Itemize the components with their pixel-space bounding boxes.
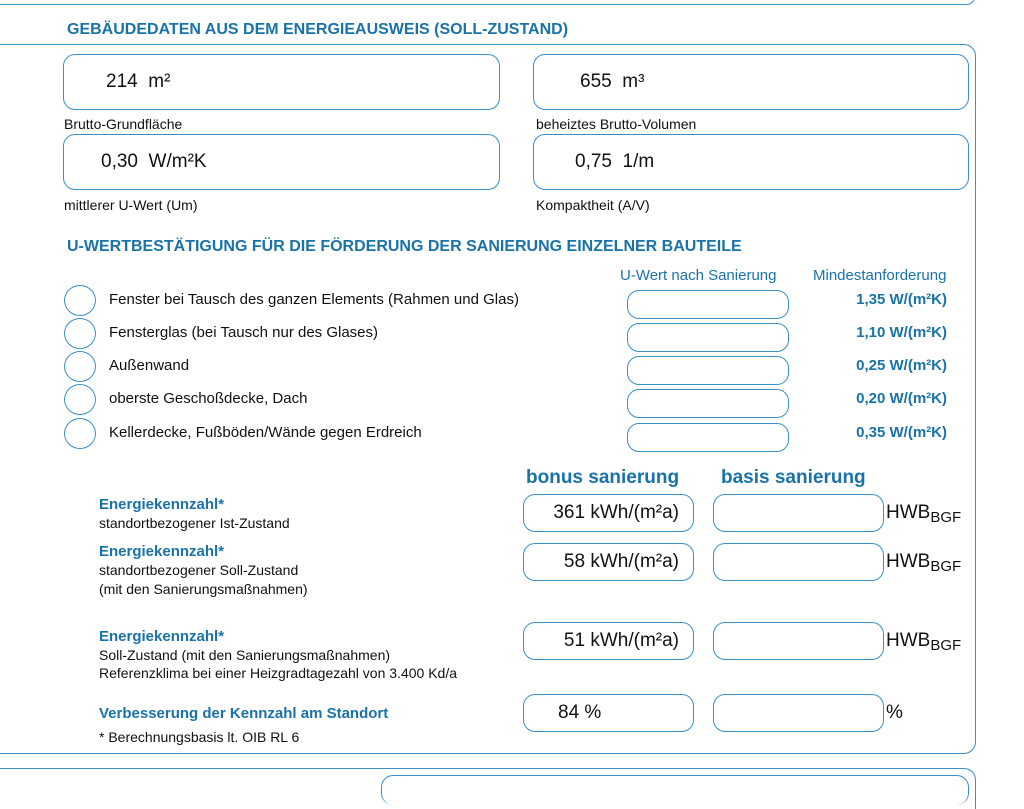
ek-title-reference: Energiekennzahl* <box>99 628 225 645</box>
bonus-value-reference[interactable] <box>523 622 694 660</box>
unit-hwb-target <box>886 551 961 575</box>
min-requirement-top-ceiling-roof: 0,20 W/(m²K) <box>856 390 947 407</box>
unit-hwb-main: HWB <box>886 502 931 523</box>
ek-title-actual: Energiekennzahl* <box>99 496 225 513</box>
column-header-u-value: U-Wert nach Sanierung <box>620 267 777 284</box>
bonus-value-improvement-text: 84 % <box>558 702 602 723</box>
ek-sub-target-2: (mit den Sanierungsmaßnahmen) <box>99 581 308 597</box>
unit-hwb-reference <box>886 630 961 654</box>
gross-floor-area-field[interactable] <box>63 54 500 110</box>
heated-volume-label: beheiztes Brutto-Volumen <box>536 116 697 132</box>
row-label-top-ceiling-roof: oberste Geschoßdecke, Dach <box>109 390 308 407</box>
section-heading-u-value: U-WERTBESTÄTIGUNG FÜR DIE FÖRDERUNG DER SANIERUNG EINZELNER BAUTEILE <box>67 238 742 255</box>
unit-hwb-sub: BGF <box>930 558 962 575</box>
bonus-value-target-text: 58 kWh/(m²a) <box>563 551 679 572</box>
u-value-input-outer-wall[interactable] <box>627 356 789 385</box>
unit-percent: % <box>886 702 903 723</box>
row-label-window-full: Fenster bei Tausch des ganzen Elements (Rahmen und Glas) <box>109 291 519 308</box>
u-value-input-window-glass[interactable] <box>627 323 789 352</box>
checkbox-basement-ceiling[interactable] <box>64 418 96 449</box>
row-label-window-glass: Fensterglas (bei Tausch nur des Glases) <box>109 324 379 341</box>
top-frame-border <box>0 0 976 5</box>
compactness-label: Kompaktheit (A/V) <box>536 197 650 213</box>
ek-sub-actual: standortbezogener Ist-Zustand <box>99 515 290 531</box>
row-label-outer-wall: Außenwand <box>109 357 190 374</box>
column-header-min-requirement: Mindestanforderung <box>813 267 947 284</box>
min-requirement-basement-ceiling: 0,35 W/(m²K) <box>856 424 947 441</box>
checkbox-outer-wall[interactable] <box>64 351 96 382</box>
u-value-input-top-ceiling-roof[interactable] <box>627 389 789 418</box>
basis-value-target[interactable] <box>713 543 884 581</box>
column-header-bonus: bonus sanierung <box>526 467 680 488</box>
section-heading-building-data: GEBÄUDEDATEN AUS DEM ENERGIEAUSWEIS (SOLL-ZUSTAND) <box>67 21 569 38</box>
basis-value-improvement[interactable] <box>713 694 884 732</box>
unit-hwb-sub: BGF <box>930 637 962 654</box>
min-requirement-outer-wall: 0,25 W/(m²K) <box>856 357 947 374</box>
unit-hwb-main: HWB <box>886 551 931 572</box>
bonus-value-target[interactable] <box>523 543 694 581</box>
heated-volume-field[interactable] <box>533 54 969 110</box>
bonus-value-reference-text: 51 kWh/(m²a) <box>563 630 679 651</box>
row-label-basement-ceiling: Kellerdecke, Fußböden/Wände gegen Erdreich <box>109 424 422 441</box>
improvement-title: Verbesserung der Kennzahl am Standort <box>99 705 389 722</box>
ek-title-target: Energiekennzahl* <box>99 543 225 560</box>
footnote: * Berechnungsbasis lt. OIB RL 6 <box>99 729 300 745</box>
gross-floor-area-value: 214 m² <box>106 71 171 92</box>
heated-volume-value: 655 m³ <box>580 71 645 92</box>
mean-u-value-field[interactable] <box>63 134 500 190</box>
bonus-value-actual[interactable] <box>523 494 694 532</box>
bonus-value-actual-text: 361 kWh/(m²a) <box>553 502 679 523</box>
unit-hwb-main: HWB <box>886 630 931 651</box>
min-requirement-window-glass: 1,10 W/(m²K) <box>856 324 947 341</box>
checkbox-window-glass[interactable] <box>64 318 96 349</box>
bonus-value-improvement[interactable] <box>523 694 694 732</box>
ek-sub-reference-1: Soll-Zustand (mit den Sanierungsmaßnahmen) <box>99 647 391 663</box>
compactness-field[interactable] <box>533 134 969 190</box>
bottom-field-partial[interactable] <box>381 775 969 805</box>
mean-u-value-value: 0,30 W/m²K <box>101 151 207 172</box>
unit-hwb-actual <box>886 502 961 526</box>
u-value-input-basement-ceiling[interactable] <box>627 423 789 452</box>
compactness-value: 0,75 1/m <box>575 151 655 172</box>
mean-u-value-label: mittlerer U-Wert (Um) <box>64 197 198 213</box>
checkbox-top-ceiling-roof[interactable] <box>64 384 96 415</box>
u-value-input-window-full[interactable] <box>627 290 789 319</box>
min-requirement-window-full: 1,35 W/(m²K) <box>856 291 947 308</box>
checkbox-window-full[interactable] <box>64 285 96 316</box>
column-header-basis: basis sanierung <box>721 467 866 488</box>
basis-value-actual[interactable] <box>713 494 884 532</box>
ek-sub-reference-2: Referenzklima bei einer Heizgradtagezahl von 3.400 Kd/a <box>99 665 457 681</box>
ek-sub-target-1: standortbezogener Soll-Zustand <box>99 562 299 578</box>
gross-floor-area-label: Brutto-Grundfläche <box>64 116 183 132</box>
basis-value-reference[interactable] <box>713 622 884 660</box>
unit-hwb-sub: BGF <box>930 509 962 526</box>
